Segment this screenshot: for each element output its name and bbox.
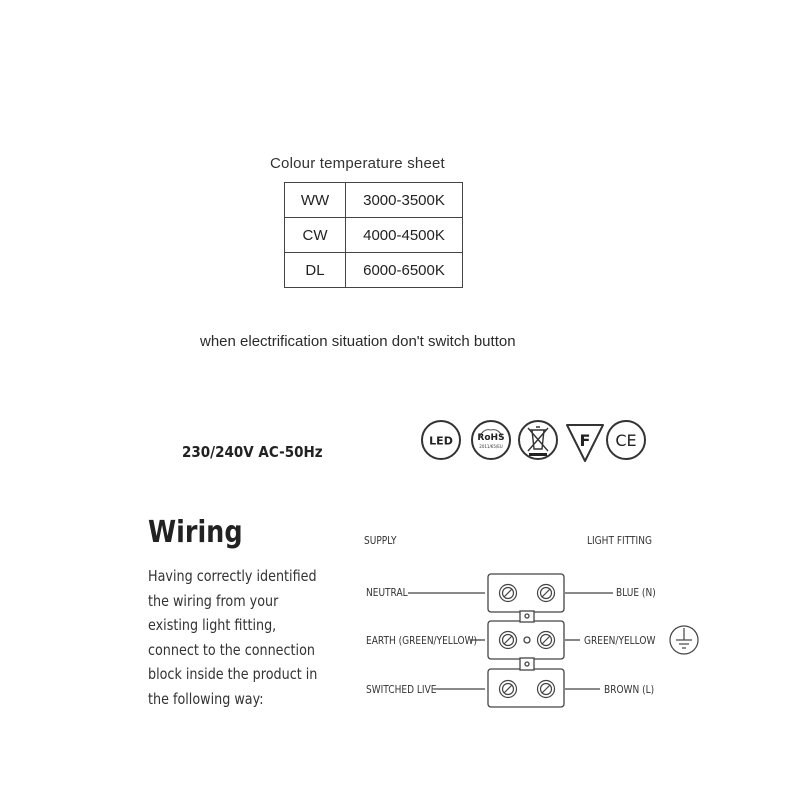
description-line: existing light fitting, xyxy=(148,616,277,634)
fitting-green-yellow-label: GREEN/YELLOW xyxy=(584,634,656,647)
led-badge-text: LED xyxy=(429,434,453,448)
earth-ground-icon xyxy=(670,626,698,654)
ce-mark-icon xyxy=(607,421,645,459)
fitting-blue-label: BLUE (N) xyxy=(616,586,656,599)
colour-sheet-title: Colour temperature sheet xyxy=(270,155,445,172)
table-row xyxy=(285,253,463,288)
description-line: connect to the connection xyxy=(148,640,315,659)
supply-neutral-label: NEUTRAL xyxy=(366,586,408,599)
row-range: 4000-4500K xyxy=(346,218,463,253)
wiring-title: Wiring xyxy=(148,515,243,550)
rohs-text: RoHS xyxy=(477,433,505,443)
wiring-description xyxy=(148,564,369,711)
voltage-rating: 230/240V AC-50Hz xyxy=(182,443,323,461)
supply-label: SUPPLY xyxy=(364,534,397,547)
f-mark-text: F xyxy=(579,431,591,450)
rohs-icon xyxy=(472,421,510,459)
description-line: the wiring from your xyxy=(148,591,279,610)
certification-icons xyxy=(418,416,648,466)
supply-switched-live-label: SWITCHED LIVE xyxy=(366,683,437,696)
ce-mark-text: CE xyxy=(615,431,637,450)
table-row xyxy=(285,218,463,253)
light-fitting-label: LIGHT FITTING xyxy=(587,534,652,547)
fitting-brown-label: BROWN (L) xyxy=(604,683,655,696)
rohs-sub-text: 2011/65/EU xyxy=(479,444,503,449)
description-line: block inside the product in xyxy=(148,665,318,683)
colour-temperature-table xyxy=(284,182,463,288)
weee-bin-icon xyxy=(519,421,557,459)
row-range: 3000-3500K xyxy=(346,183,463,218)
row-range: 6000-6500K xyxy=(346,253,463,288)
wiring-diagram xyxy=(360,560,720,720)
row-code: DL xyxy=(285,253,346,288)
supply-earth-label: EARTH (GREEN/YELLOW) xyxy=(366,634,478,647)
electrification-warning: when electrification situation don't switch button xyxy=(200,333,516,350)
terminal-screws xyxy=(500,585,555,698)
table-row xyxy=(285,183,463,218)
description-line: Having correctly identified xyxy=(148,567,317,585)
row-code: CW xyxy=(285,218,346,253)
led-badge-icon xyxy=(422,421,460,459)
row-code: WW xyxy=(285,183,346,218)
f-mark-icon xyxy=(567,425,603,461)
description-line: the following way: xyxy=(148,689,264,708)
